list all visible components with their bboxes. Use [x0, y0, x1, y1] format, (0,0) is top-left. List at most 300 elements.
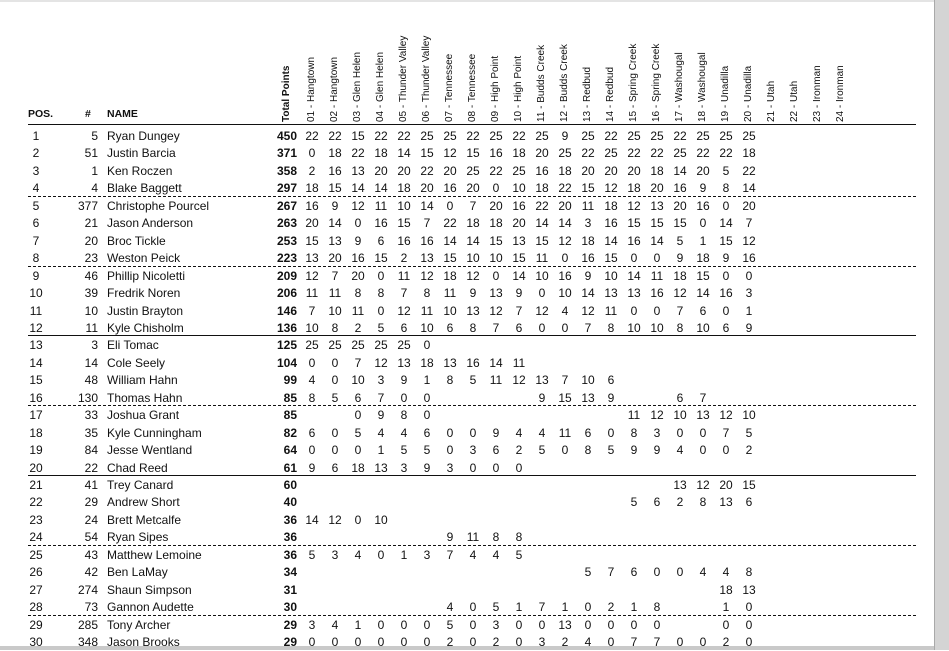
- row-score-round-3: 9: [354, 233, 362, 248]
- row-score-round-7: 18: [443, 268, 457, 283]
- row-score-round-19: 4: [722, 565, 730, 580]
- row-score-round-18: 14: [696, 286, 710, 301]
- row-score-round-17: 16: [673, 181, 687, 196]
- row-score-round-12: 0: [561, 320, 569, 335]
- row-position: 27: [29, 582, 43, 597]
- row-score-round-3: 12: [351, 198, 365, 213]
- row-score-round-4: 15: [374, 251, 388, 266]
- row-score-round-3: 10: [351, 373, 365, 388]
- row-score-round-4: 20: [374, 163, 388, 178]
- row-score-round-10: 4: [515, 425, 523, 440]
- row-score-round-2: 15: [328, 181, 342, 196]
- row-score-round-9: 3: [492, 617, 500, 632]
- row-score-round-15: 14: [627, 268, 641, 283]
- row-score-round-15: 22: [627, 146, 641, 161]
- row-score-round-1: 4: [308, 373, 316, 388]
- row-score-round-15: 7: [630, 635, 638, 650]
- row-rider-name: Justin Brayton: [107, 303, 184, 318]
- row-score-round-20: 9: [745, 320, 753, 335]
- header-round-20: 20 - Unadilla: [743, 65, 754, 122]
- row-score-round-14: 13: [604, 286, 618, 301]
- row-score-round-3: 7: [354, 355, 362, 370]
- row-number: 35: [84, 425, 98, 440]
- row-score-round-14: 22: [604, 129, 618, 143]
- row-score-round-7: 8: [446, 373, 454, 388]
- row-score-round-11: 18: [535, 181, 549, 196]
- row-rider-name: Joshua Grant: [107, 408, 180, 423]
- row-score-round-8: 10: [466, 251, 480, 266]
- header-round-3: 03 - Glen Helen: [352, 51, 363, 122]
- row-total-points: 358: [276, 163, 297, 178]
- row-score-round-10: 11: [512, 355, 526, 370]
- row-score-round-18: 18: [696, 251, 710, 266]
- row-score-round-3: 25: [351, 338, 365, 353]
- row-score-round-10: 5: [515, 547, 523, 562]
- row-score-round-17: 0: [676, 565, 684, 580]
- row-score-round-8: 11: [466, 530, 480, 545]
- row-score-round-12: 9: [561, 129, 569, 143]
- table-row: [0, 582, 934, 599]
- row-score-round-2: 0: [331, 425, 339, 440]
- header-round-23: 23 - Ironman: [812, 65, 823, 122]
- row-rider-name: Jason Anderson: [107, 216, 194, 231]
- row-score-round-6: 14: [420, 198, 434, 213]
- row-score-round-14: 0: [607, 635, 615, 650]
- row-score-round-5: 18: [397, 181, 411, 196]
- row-score-round-19: 15: [719, 233, 733, 248]
- row-score-round-19: 8: [722, 181, 730, 196]
- row-number: 73: [84, 600, 98, 615]
- row-number: 48: [84, 373, 98, 388]
- row-score-round-20: 15: [742, 478, 756, 492]
- row-total-points: 125: [276, 338, 297, 353]
- header-total-points: Total Points: [281, 65, 292, 122]
- row-score-round-19: 2: [722, 635, 730, 650]
- row-score-round-1: 16: [305, 198, 319, 213]
- row-score-round-20: 0: [745, 600, 753, 615]
- row-score-round-11: 14: [535, 216, 549, 231]
- row-score-round-16: 18: [650, 163, 664, 178]
- row-score-round-19: 0: [722, 443, 730, 458]
- row-score-round-4: 0: [377, 268, 385, 283]
- row-score-round-12: 2: [561, 635, 569, 650]
- header-round-8: 08 - Tennessee: [467, 53, 478, 122]
- row-score-round-7: 10: [443, 303, 457, 318]
- row-score-round-17: 13: [673, 478, 687, 492]
- row-score-round-2: 16: [328, 163, 342, 178]
- row-total-points: 34: [283, 565, 297, 580]
- row-score-round-20: 10: [742, 408, 756, 423]
- row-score-round-18: 10: [696, 320, 710, 335]
- row-score-round-1: 3: [308, 617, 316, 632]
- row-score-round-11: 0: [538, 320, 546, 335]
- row-position: 17: [29, 408, 43, 423]
- row-total-points: 263: [276, 216, 297, 231]
- table-row: [0, 634, 934, 651]
- row-total-points: 85: [283, 408, 297, 423]
- row-score-round-2: 25: [328, 338, 342, 353]
- row-score-round-14: 0: [607, 425, 615, 440]
- row-score-round-16: 7: [653, 635, 661, 650]
- header-round-16: 16 - Spring Creek: [651, 43, 662, 122]
- row-rider-name: Weston Peick: [107, 251, 181, 266]
- row-score-round-20: 12: [742, 233, 756, 248]
- header-round-9: 09 - High Point: [490, 55, 501, 122]
- row-score-round-13: 14: [581, 286, 595, 301]
- row-score-round-5: 3: [400, 460, 408, 475]
- row-score-round-15: 1: [630, 600, 638, 615]
- row-score-round-13: 13: [581, 390, 595, 405]
- row-rider-name: Thomas Hahn: [107, 390, 183, 405]
- row-score-round-13: 4: [584, 635, 592, 650]
- row-score-round-14: 8: [607, 320, 615, 335]
- row-score-round-1: 6: [308, 425, 316, 440]
- header-round-4: 04 - Glen Helen: [375, 51, 386, 122]
- row-number: 11: [85, 320, 98, 335]
- row-position: 2: [32, 146, 40, 161]
- window-scrollbar[interactable]: [934, 0, 949, 650]
- row-score-round-8: 20: [466, 181, 480, 196]
- row-position: 12: [29, 320, 43, 335]
- row-score-round-18: 13: [696, 408, 710, 423]
- row-score-round-3: 5: [354, 425, 362, 440]
- row-score-round-13: 9: [584, 268, 592, 283]
- row-position: 20: [29, 460, 43, 475]
- row-score-round-4: 25: [374, 338, 388, 353]
- row-score-round-20: 25: [742, 129, 756, 143]
- table-row: [0, 529, 934, 546]
- row-score-round-10: 1: [515, 600, 523, 615]
- row-score-round-19: 22: [719, 146, 733, 161]
- row-score-round-2: 0: [331, 443, 339, 458]
- row-score-round-15: 25: [627, 129, 641, 143]
- row-rider-name: Brett Metcalfe: [107, 512, 182, 527]
- row-score-round-15: 11: [627, 408, 641, 423]
- row-total-points: 36: [283, 547, 297, 562]
- row-score-round-6: 10: [420, 320, 434, 335]
- row-score-round-3: 0: [354, 408, 362, 423]
- row-score-round-10: 12: [512, 373, 526, 388]
- row-score-round-16: 16: [650, 286, 664, 301]
- row-score-round-3: 16: [351, 251, 365, 266]
- row-total-points: 136: [276, 320, 297, 335]
- row-score-round-5: 11: [397, 268, 411, 283]
- row-score-round-19: 16: [719, 286, 733, 301]
- row-score-round-20: 2: [745, 443, 753, 458]
- row-score-round-10: 8: [515, 530, 523, 545]
- header-underline: [28, 124, 916, 125]
- row-score-round-17: 8: [676, 320, 684, 335]
- row-number: 22: [84, 460, 98, 475]
- row-score-round-9: 11: [489, 373, 503, 388]
- row-score-round-8: 16: [466, 355, 480, 370]
- row-score-round-18: 16: [696, 198, 710, 213]
- header-round-19: 19 - Unadilla: [720, 65, 731, 122]
- row-score-round-10: 16: [512, 198, 526, 213]
- row-score-round-15: 15: [627, 216, 641, 231]
- row-number: 84: [84, 443, 98, 458]
- row-score-round-12: 22: [558, 181, 572, 196]
- row-score-round-1: 7: [308, 303, 316, 318]
- row-score-round-11: 4: [538, 425, 546, 440]
- row-score-round-6: 0: [423, 338, 431, 353]
- row-score-round-16: 14: [650, 233, 664, 248]
- row-score-round-7: 4: [446, 600, 454, 615]
- row-score-round-14: 18: [604, 198, 618, 213]
- table-row: [0, 547, 934, 564]
- row-score-round-16: 0: [653, 565, 661, 580]
- row-score-round-15: 10: [627, 320, 641, 335]
- row-score-round-9: 6: [492, 443, 500, 458]
- row-number: 4: [91, 181, 98, 196]
- table-row: [0, 198, 934, 215]
- row-rider-name: William Hahn: [107, 373, 178, 388]
- row-score-round-4: 22: [374, 129, 388, 143]
- header-round-1: 01 - Hangtown: [306, 56, 317, 122]
- row-score-round-14: 6: [607, 373, 615, 388]
- row-total-points: 61: [283, 460, 297, 475]
- row-score-round-5: 25: [397, 338, 411, 353]
- row-score-round-12: 25: [558, 146, 572, 161]
- row-score-round-1: 0: [308, 355, 316, 370]
- row-score-round-1: 22: [305, 129, 319, 143]
- row-number: 41: [84, 478, 98, 492]
- row-score-round-7: 3: [446, 460, 454, 475]
- row-score-round-5: 9: [400, 373, 408, 388]
- row-score-round-4: 7: [377, 390, 385, 405]
- row-score-round-7: 2: [446, 635, 454, 650]
- row-position: 8: [32, 251, 40, 266]
- row-score-round-12: 7: [561, 373, 569, 388]
- row-score-round-6: 0: [423, 617, 431, 632]
- row-score-round-1: 9: [308, 460, 316, 475]
- row-total-points: 30: [283, 600, 297, 615]
- row-score-round-3: 18: [351, 460, 365, 475]
- row-score-round-16: 25: [650, 129, 664, 143]
- row-number: 23: [84, 251, 98, 266]
- row-score-round-2: 0: [331, 373, 339, 388]
- row-score-round-9: 9: [492, 425, 500, 440]
- row-total-points: 36: [283, 530, 297, 545]
- row-score-round-6: 12: [420, 268, 434, 283]
- table-row: [0, 407, 934, 424]
- row-score-round-8: 14: [466, 233, 480, 248]
- row-position: 16: [29, 390, 43, 405]
- row-score-round-6: 11: [420, 303, 434, 318]
- row-number: 21: [84, 216, 98, 231]
- row-score-round-13: 16: [581, 251, 595, 266]
- row-score-round-6: 6: [423, 425, 431, 440]
- row-score-round-4: 9: [377, 408, 385, 423]
- row-number: 39: [84, 286, 98, 301]
- row-score-round-17: 25: [673, 146, 687, 161]
- row-total-points: 267: [276, 198, 297, 213]
- row-score-round-16: 0: [653, 303, 661, 318]
- row-number: 274: [77, 582, 98, 597]
- table-row: [0, 163, 934, 180]
- row-score-round-15: 6: [630, 565, 638, 580]
- row-score-round-11: 22: [535, 198, 549, 213]
- row-score-round-9: 0: [492, 460, 500, 475]
- row-score-round-14: 12: [604, 181, 618, 196]
- row-score-round-7: 11: [443, 286, 457, 301]
- row-score-round-11: 25: [535, 129, 549, 143]
- row-score-round-13: 8: [584, 443, 592, 458]
- row-rider-name: Shaun Simpson: [107, 582, 192, 597]
- header-round-15: 15 - Spring Creek: [628, 43, 639, 122]
- table-row: [0, 390, 934, 407]
- row-score-round-18: 6: [699, 303, 707, 318]
- row-position: 26: [29, 565, 43, 580]
- row-position: 29: [29, 617, 43, 632]
- row-number: 14: [84, 355, 98, 370]
- row-score-round-17: 7: [676, 303, 684, 318]
- row-score-round-20: 20: [742, 198, 756, 213]
- row-score-round-7: 6: [446, 320, 454, 335]
- row-score-round-10: 15: [512, 251, 526, 266]
- row-position: 1: [32, 129, 40, 143]
- row-score-round-18: 7: [699, 390, 707, 405]
- table-row: [0, 303, 934, 320]
- row-score-round-7: 7: [446, 547, 454, 562]
- row-score-round-13: 5: [584, 565, 592, 580]
- row-total-points: 253: [276, 233, 297, 248]
- row-score-round-14: 10: [604, 268, 618, 283]
- row-score-round-11: 0: [538, 617, 546, 632]
- row-score-round-14: 0: [607, 617, 615, 632]
- row-score-round-20: 3: [745, 286, 753, 301]
- row-score-round-11: 16: [535, 163, 549, 178]
- row-score-round-6: 5: [423, 443, 431, 458]
- row-score-round-4: 16: [374, 216, 388, 231]
- row-score-round-8: 7: [469, 198, 477, 213]
- row-score-round-15: 12: [627, 198, 641, 213]
- row-rider-name: Ben LaMay: [107, 565, 168, 580]
- row-score-round-6: 13: [420, 251, 434, 266]
- row-score-round-4: 1: [377, 443, 385, 458]
- row-total-points: 85: [283, 390, 297, 405]
- row-score-round-12: 10: [558, 286, 572, 301]
- row-score-round-18: 8: [699, 495, 707, 510]
- row-score-round-4: 0: [377, 303, 385, 318]
- row-score-round-6: 9: [423, 460, 431, 475]
- row-score-round-10: 0: [515, 460, 523, 475]
- row-total-points: 36: [283, 512, 297, 527]
- row-score-round-10: 9: [515, 286, 523, 301]
- row-score-round-20: 1: [745, 303, 753, 318]
- row-score-round-18: 12: [696, 478, 710, 492]
- row-score-round-3: 6: [354, 390, 362, 405]
- row-total-points: 297: [276, 181, 297, 196]
- row-score-round-19: 18: [719, 582, 733, 597]
- row-score-round-9: 18: [489, 216, 503, 231]
- row-number: 43: [84, 547, 98, 562]
- row-score-round-1: 11: [305, 286, 319, 301]
- row-score-round-10: 10: [512, 181, 526, 196]
- row-score-round-16: 20: [650, 181, 664, 196]
- row-total-points: 31: [283, 582, 297, 597]
- row-score-round-8: 0: [469, 600, 477, 615]
- row-rider-name: Kyle Cunningham: [107, 425, 202, 440]
- row-score-round-12: 0: [561, 443, 569, 458]
- table-row: [0, 460, 934, 477]
- row-rider-name: Ryan Dungey: [107, 129, 180, 143]
- row-total-points: 99: [283, 373, 297, 388]
- row-score-round-4: 18: [374, 146, 388, 161]
- row-rider-name: Ryan Sipes: [107, 530, 169, 545]
- row-score-round-17: 18: [673, 268, 687, 283]
- row-score-round-1: 0: [308, 146, 316, 161]
- row-position: 4: [32, 181, 40, 196]
- row-rider-name: Broc Tickle: [107, 233, 166, 248]
- row-score-round-7: 13: [443, 355, 457, 370]
- row-position: 7: [32, 233, 40, 248]
- row-score-round-1: 15: [305, 233, 319, 248]
- row-score-round-5: 5: [400, 443, 408, 458]
- row-number: 42: [84, 565, 98, 580]
- row-score-round-18: 4: [699, 565, 707, 580]
- table-row: [0, 564, 934, 581]
- row-score-round-10: 0: [515, 635, 523, 650]
- row-score-round-9: 20: [489, 198, 503, 213]
- row-number: 10: [84, 303, 98, 318]
- row-number: 285: [77, 617, 98, 632]
- row-score-round-8: 5: [469, 373, 477, 388]
- row-score-round-19: 0: [722, 198, 730, 213]
- row-score-round-13: 22: [581, 146, 595, 161]
- row-score-round-1: 0: [308, 635, 316, 650]
- row-score-round-17: 2: [676, 495, 684, 510]
- row-total-points: 450: [276, 129, 297, 143]
- table-row: [0, 599, 934, 616]
- row-score-round-6: 0: [423, 635, 431, 650]
- row-score-round-14: 11: [604, 303, 618, 318]
- table-row: [0, 128, 934, 145]
- row-score-round-18: 9: [699, 181, 707, 196]
- row-score-round-6: 7: [423, 216, 431, 231]
- row-score-round-11: 15: [535, 233, 549, 248]
- row-score-round-13: 25: [581, 129, 595, 143]
- row-score-round-8: 18: [466, 216, 480, 231]
- row-score-round-10: 25: [512, 163, 526, 178]
- row-score-round-18: 1: [699, 233, 707, 248]
- row-score-round-3: 0: [354, 635, 362, 650]
- row-score-round-15: 9: [630, 443, 638, 458]
- row-score-round-19: 0: [722, 268, 730, 283]
- row-score-round-10: 2: [515, 443, 523, 458]
- row-rider-name: Matthew Lemoine: [107, 547, 202, 562]
- row-score-round-6: 0: [423, 408, 431, 423]
- row-score-round-1: 5: [308, 547, 316, 562]
- row-score-round-8: 4: [469, 547, 477, 562]
- row-position: 13: [29, 338, 43, 353]
- row-score-round-5: 15: [397, 216, 411, 231]
- row-position: 11: [29, 303, 43, 318]
- row-score-round-17: 6: [676, 390, 684, 405]
- row-score-round-2: 10: [328, 303, 342, 318]
- row-score-round-3: 13: [351, 163, 365, 178]
- row-score-round-7: 0: [446, 198, 454, 213]
- row-score-round-19: 13: [719, 495, 733, 510]
- header-round-17: 17 - Washougal: [674, 52, 685, 122]
- row-score-round-2: 8: [331, 320, 339, 335]
- row-score-round-2: 6: [331, 460, 339, 475]
- row-score-round-20: 7: [745, 216, 753, 231]
- row-score-round-2: 13: [328, 233, 342, 248]
- row-total-points: 146: [276, 303, 297, 318]
- row-score-round-2: 7: [331, 268, 339, 283]
- row-position: 30: [29, 635, 43, 650]
